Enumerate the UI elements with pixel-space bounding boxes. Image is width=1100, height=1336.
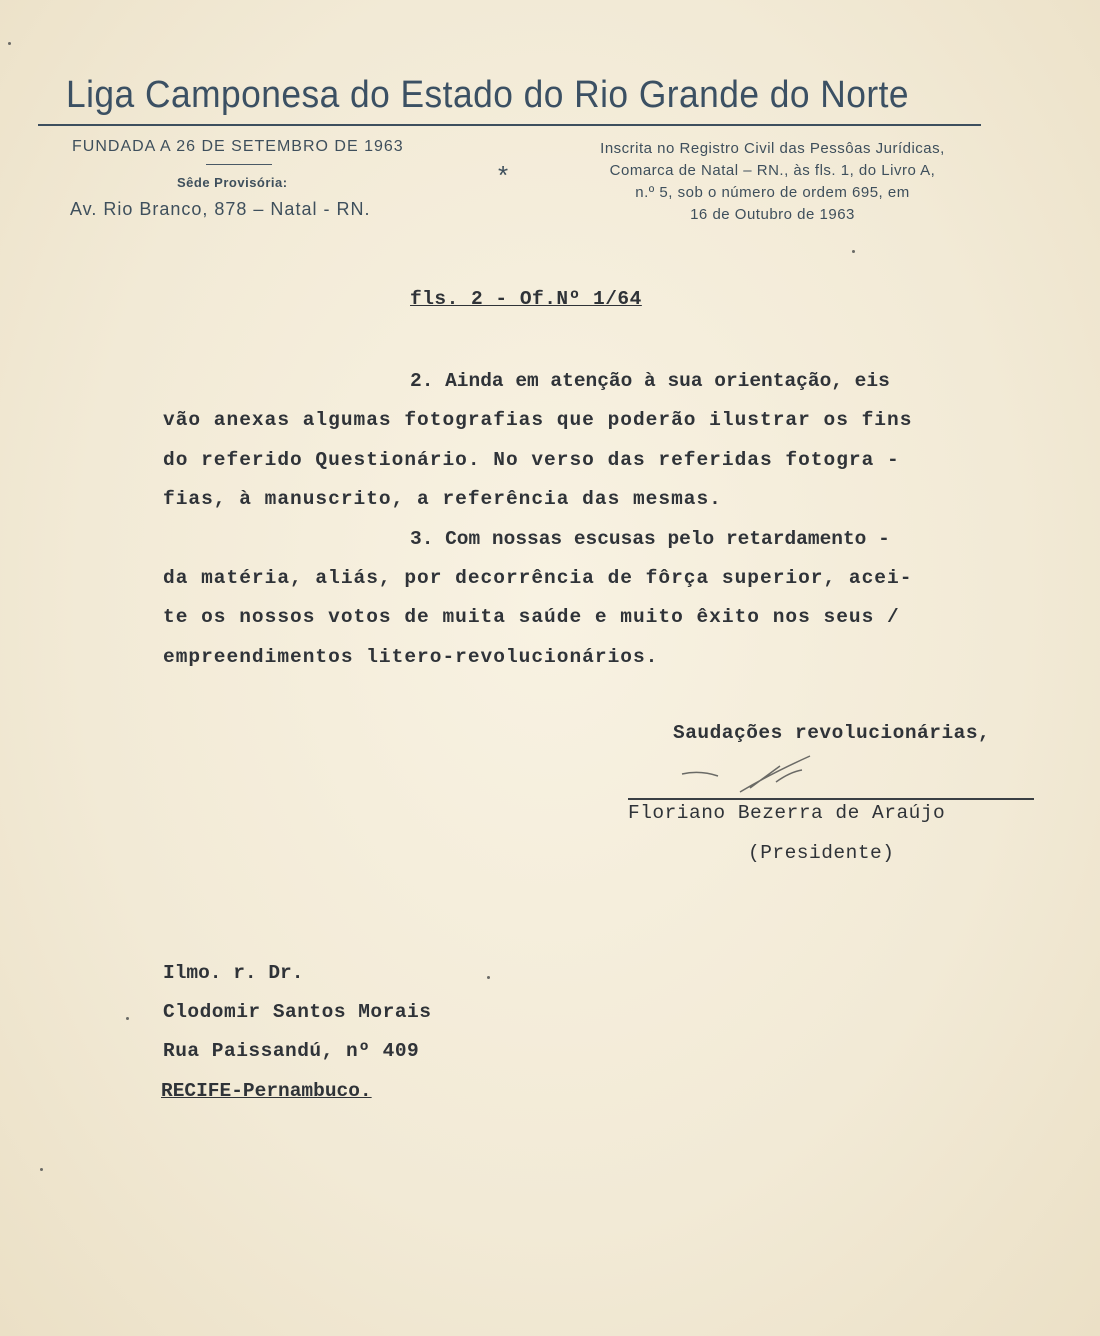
paper-speck (40, 1168, 43, 1171)
asterisk-ornament: * (498, 160, 509, 190)
body-line: vão anexas algumas fotografias que poderão ilustrar os fins (163, 409, 913, 431)
body-line: da matéria, aliás, por decorrência de fôrça superior, acei- (163, 567, 913, 589)
closing-salutation: Saudações revolucionárias, (673, 722, 991, 744)
paper-speck (8, 42, 11, 45)
recipient-street: Rua Paissandú, nº 409 (163, 1040, 420, 1062)
letterhead-address: Av. Rio Branco, 878 – Natal - RN. (70, 199, 371, 219)
registry-line: Inscrita no Registro Civil das Pessôas Jurídicas, (600, 140, 945, 157)
registry-line: 16 de Outubro de 1963 (690, 206, 855, 223)
body-line: 3. Com nossas escusas pelo retardamento - (410, 528, 890, 550)
founded-date: FUNDADA A 26 DE SETEMBRO DE 1963 (72, 138, 404, 155)
paper-speck (852, 250, 855, 253)
handwritten-signature (680, 752, 830, 798)
signer-role: (Presidente) (748, 842, 895, 864)
registry-line: n.º 5, sob o número de ordem 695, em (635, 184, 910, 201)
registry-notice (550, 138, 995, 226)
letterhead-title: Liga Camponesa do Estado do Rio Grande do Norte (66, 74, 910, 116)
body-line: empreendimentos litero-revolucionários. (163, 646, 659, 668)
body-line: do referido Questionário. No verso das referidas fotogra - (163, 449, 900, 471)
recipient-name: Clodomir Santos Morais (163, 1001, 432, 1023)
signature-line (628, 798, 1034, 800)
body-line: 2. Ainda em atenção à sua orientação, eis (410, 370, 890, 392)
signer-name: Floriano Bezerra de Araújo (628, 802, 946, 824)
paper-speck (487, 976, 490, 979)
paper-speck (126, 1017, 129, 1020)
registry-line: Comarca de Natal – RN., às fls. 1, do Livro A, (609, 162, 936, 179)
recipient-city: RECIFE-Pernambuco. (161, 1080, 372, 1102)
sede-label: Sêde Provisória: (177, 175, 288, 190)
letterhead-rule (38, 124, 981, 126)
letter-reference: fls. 2 - Of.Nº 1/64 (410, 288, 642, 310)
recipient-salutation: Ilmo. r. Dr. (163, 962, 304, 984)
body-line: fias, à manuscrito, a referência das mesmas. (163, 488, 722, 510)
body-line: te os nossos votos de muita saúde e muito êxito nos seus / (163, 606, 900, 628)
short-divider (206, 164, 272, 165)
